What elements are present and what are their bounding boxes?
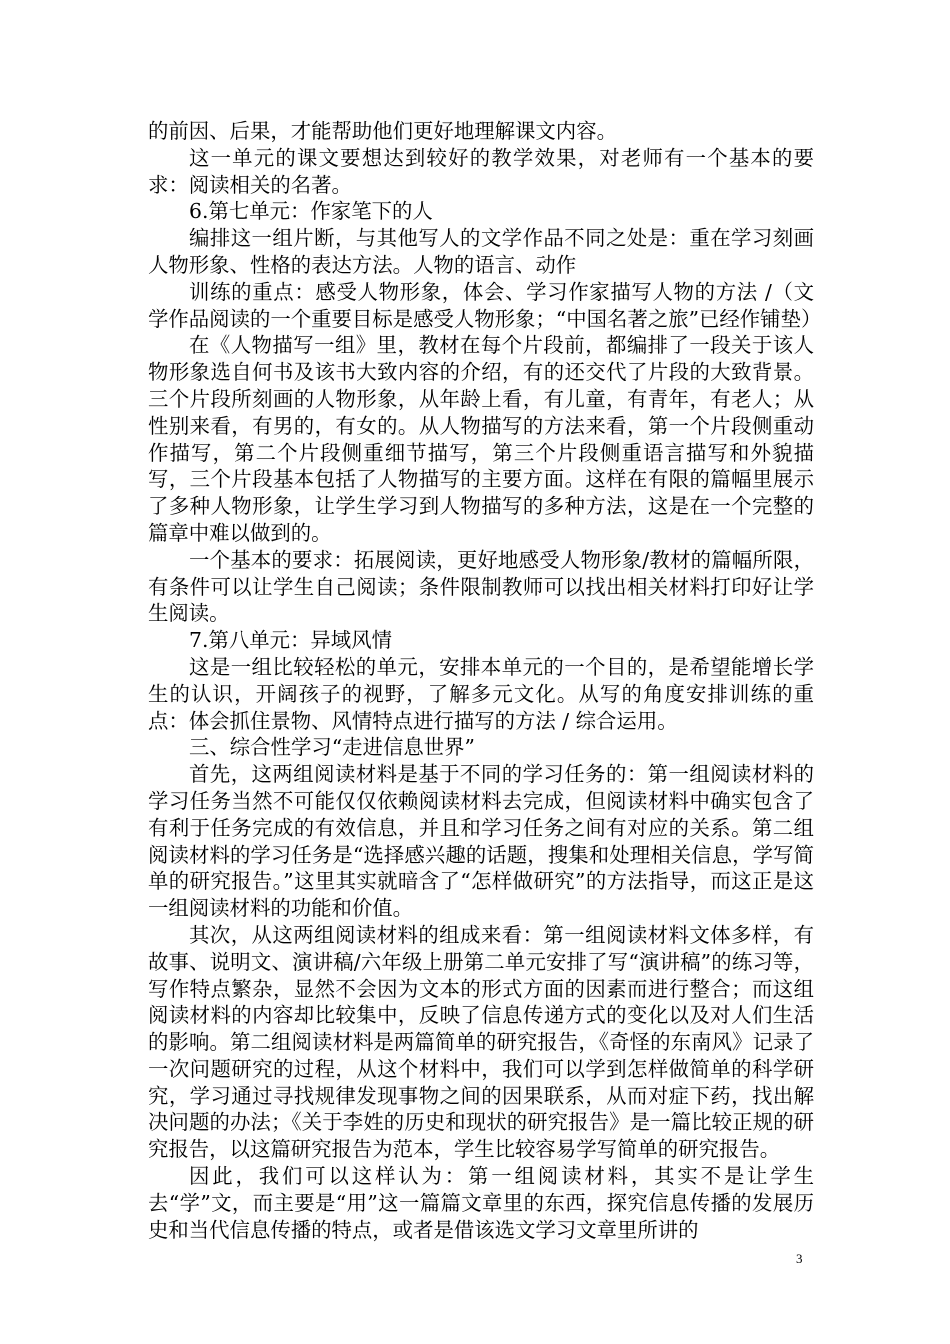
paragraph-unit-8: 这是一组比较轻松的单元，安排本单元的一个目的，是希望能增长学生的认识，开阔孩子的视野，了解多元文化。从写的角度安排训练的重点：体会抓住景物、风情特点进行描写的方法 / 综合运用。 bbox=[148, 654, 814, 733]
paragraph-continuation: 的前因、后果，才能帮助他们更好地理解课文内容。 bbox=[148, 119, 617, 143]
paragraph-unit-requirement: 这一单元的课文要想达到较好的教学效果，对老师有一个基本的要求：阅读相关的名著。 bbox=[148, 145, 814, 197]
heading-unit-8: 7.第八单元：异域风情 bbox=[189, 628, 392, 653]
heading-section-3: 三、综合性学习“走进信息世界” bbox=[189, 735, 475, 760]
paragraph-unit-7-training: 训练的重点：感受人物形象，体会、学习作家描写人物的方法 /（文学作品阅读的一个重要目标是感受人物形象；“中国名著之旅”已经作铺垫） bbox=[148, 279, 822, 331]
heading-unit-7: 6.第七单元：作家笔下的人 bbox=[189, 199, 433, 224]
paragraph-unit-7-arrangement: 编排这一组片断，与其他写人的文学作品不同之处是：重在学习刻画人物形象、性格的表达方法。人物的语言、动作 bbox=[148, 226, 814, 277]
paragraph-therefore: 因此，我们可以这样认为：第一组阅读材料，其实不是让学生去“学”文，而主要是“用”这一篇篇文章里的东西，探究信息传播的发展历史和当代信息传播的特点，或者是借该选文学习文章里所讲的 bbox=[148, 1164, 814, 1242]
paragraph-character-description: 在《人物描写一组》里，教材在每个片段前，都编排了一段关于该人物形象选自何书及该书大致内容的介绍，有的还交代了片段的大致背景。三个片段所刻画的人物形象，从年龄上看，有儿童，有青年，有老人；从性别来看，有男的，有女的。从人物描写的方法来看，第一个片段侧重动作描写，第二个片段侧重细节描写，第三个片段侧重语言描写和外貌描写，三个片段基本包括了人物描写的主要方面。这样在有限的篇幅里展示了多种人物形象，让学生学习到人物描写的多种方法，这是在一个完整的篇章中难以做到的。 bbox=[148, 333, 814, 545]
document-body bbox=[148, 118, 822, 1243]
page-number: 3 bbox=[796, 1251, 803, 1266]
paragraph-extended-reading: 一个基本的要求：拓展阅读，更好地感受人物形象/教材的篇幅所限，有条件可以让学生自己阅读；条件限制教师可以找出相关材料打印好让学生阅读。 bbox=[148, 547, 814, 626]
paragraph-second: 其次，从这两组阅读材料的组成来看：第一组阅读材料文体多样，有故事、说明文、演讲稿/六年级上册第二单元安排了写“演讲稿”的练习等，写作特点繁杂，显然不会因为文本的形式方面的因素而进行整合；而这组阅读材料的内容却比较集中，反映了信息传递方式的变化以及对人们生活的影响。第二组阅读材料是两篇简单的研究报告，《奇怪的东南风》记录了一次问题研究的过程，从这个材料中，我们可以学到怎样做简单的科学研究，学习通过寻找规律发现事物之间的因果联系，从而对症下药，找出解决问题的办法；《关于李姓的历史和现状的研究报告》是一篇比较正规的研究报告，以这篇研究报告为范本，学生比较容易学写简单的研究报告。 bbox=[148, 922, 814, 1162]
paragraph-first: 首先，这两组阅读材料是基于不同的学习任务的：第一组阅读材料的学习任务当然不可能仅仅依赖阅读材料去完成，但阅读材料中确实包含了有利于任务完成的有效信息，并且和学习任务之间有对应的关系。第二组阅读材料的学习任务是“选择感兴趣的话题，搜集和处理相关信息，学写简单的研究报告。”这里其实就暗含了“怎样做研究”的方法指导，而这正是这一组阅读材料的功能和价值。 bbox=[148, 762, 814, 921]
